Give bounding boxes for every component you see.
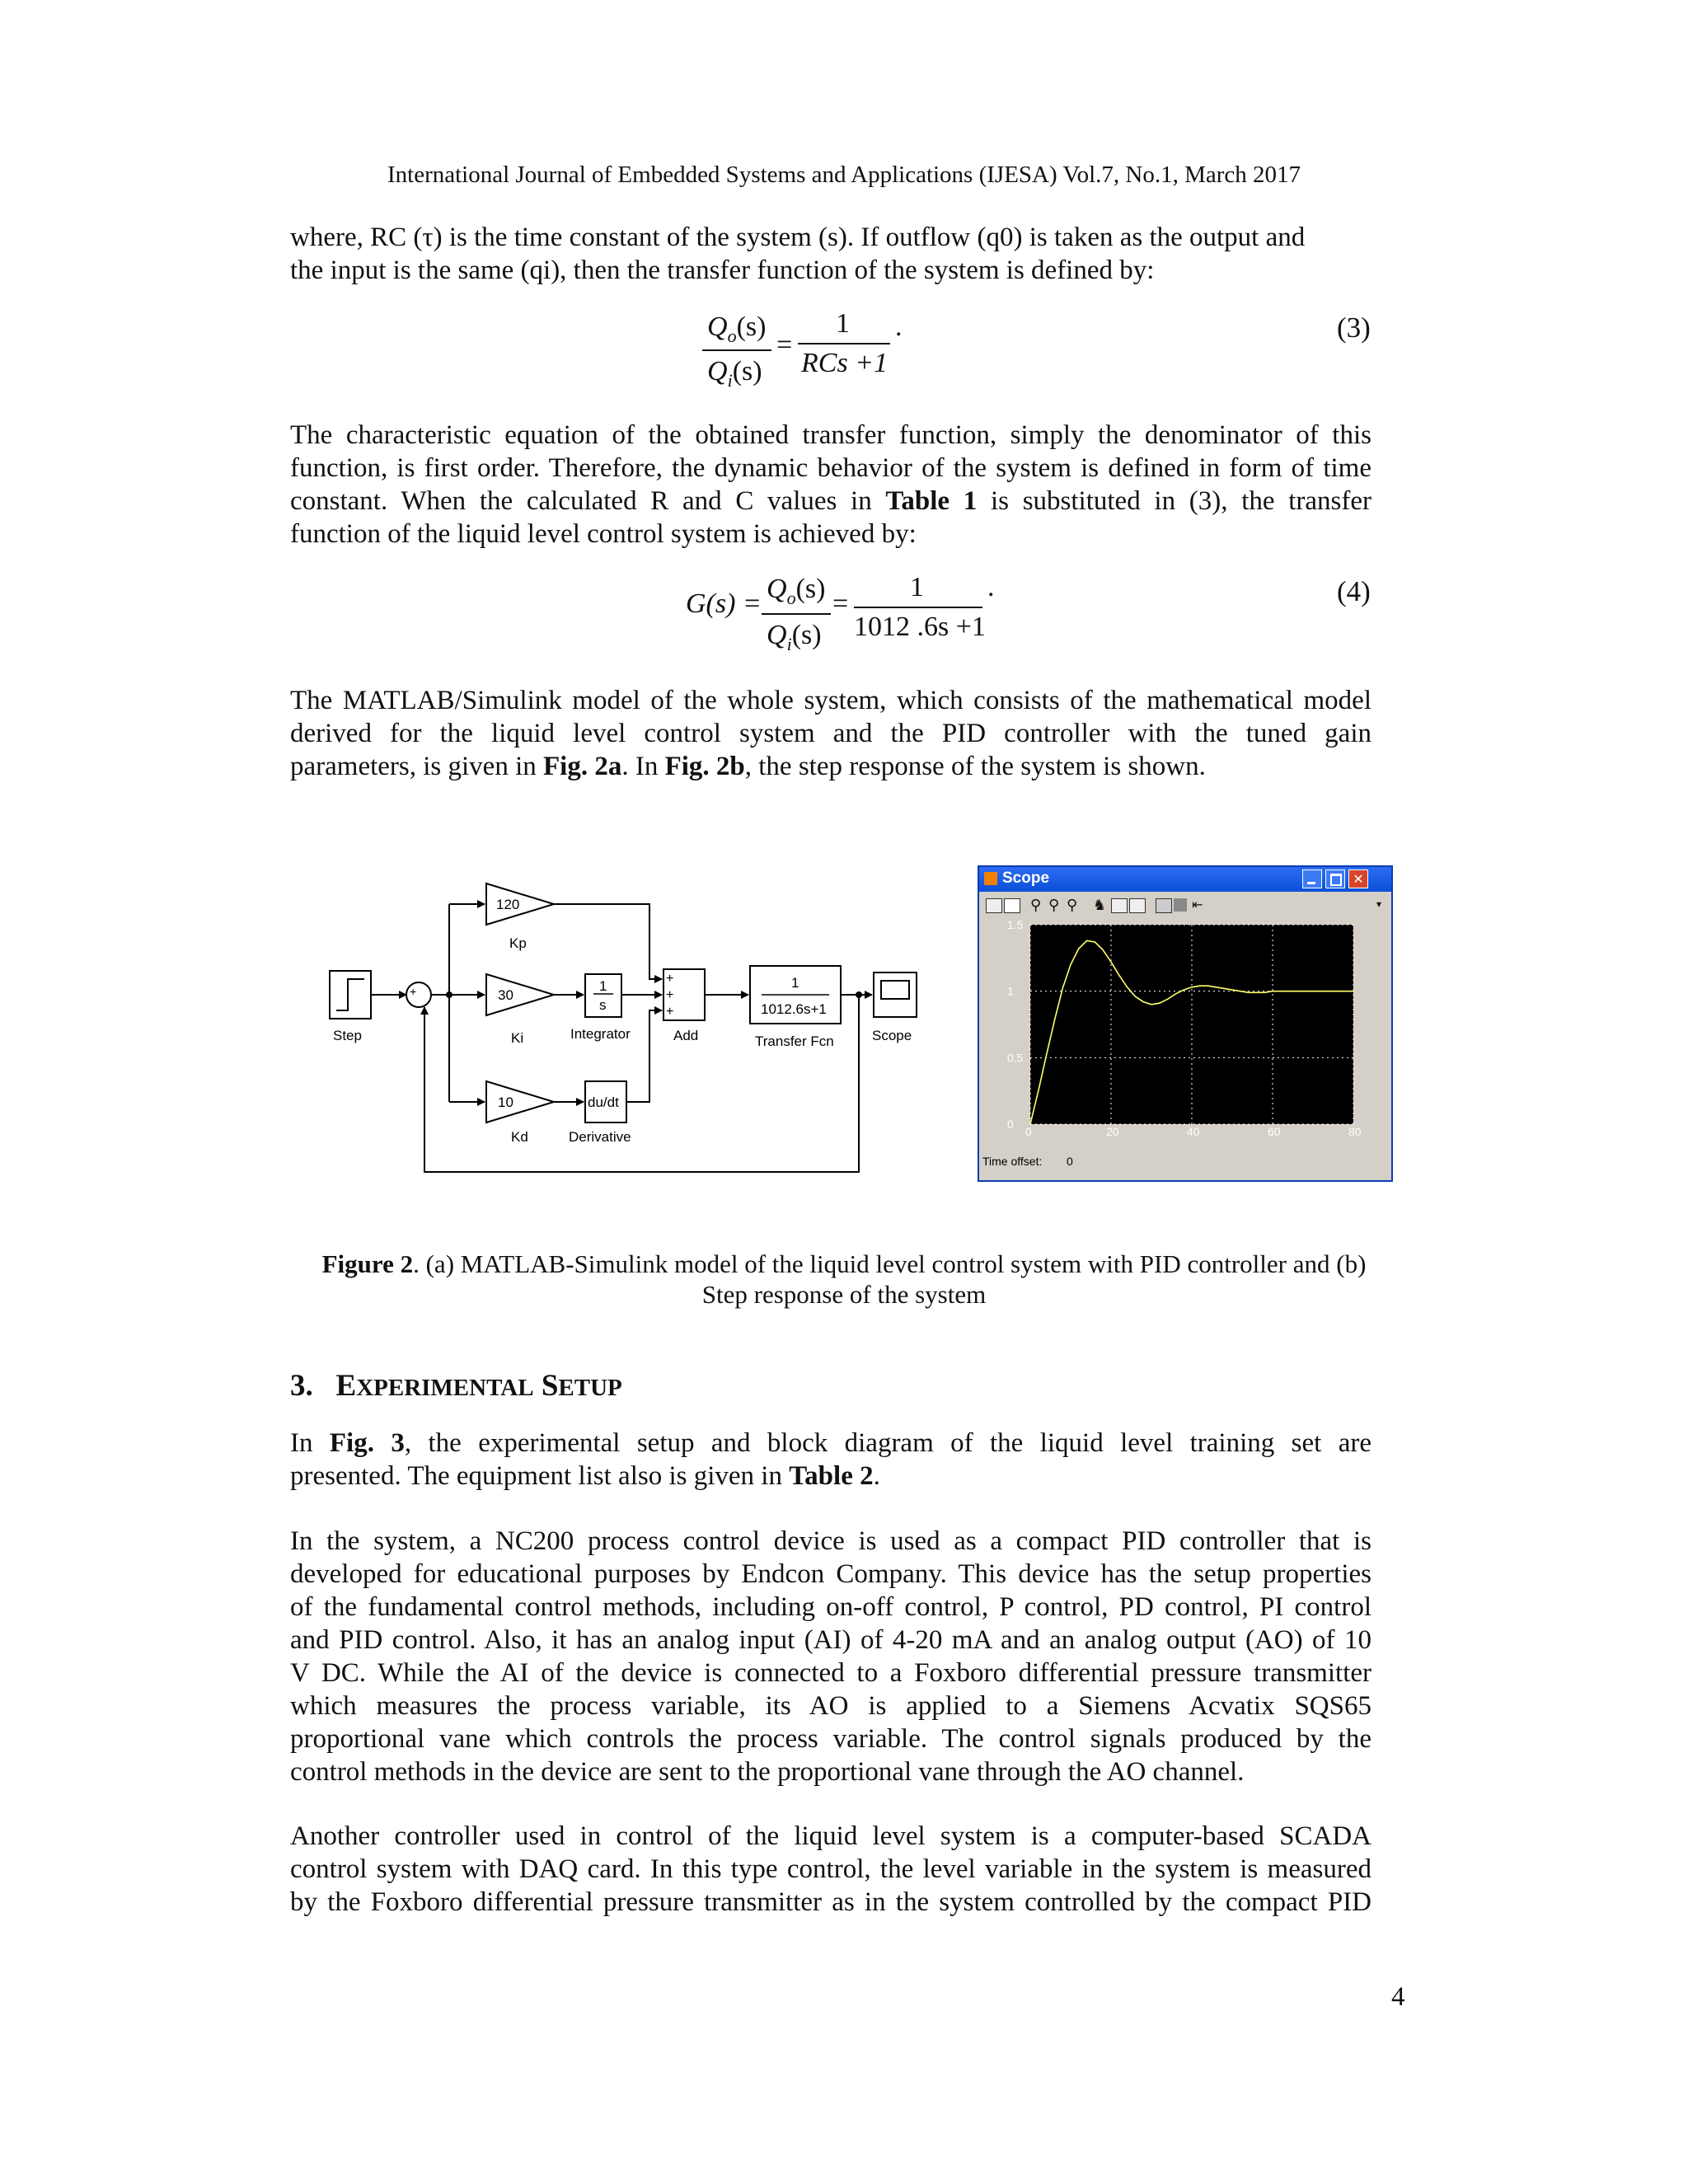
x-tick-label: 40 [1187, 1125, 1200, 1138]
signal-select-icon[interactable]: ⇤ [1192, 897, 1203, 912]
caption-line: Step response of the system [701, 1280, 987, 1309]
eq3-denominator-left: $Q_i(s)$ [707, 356, 762, 391]
add-sign: + [666, 988, 674, 1002]
text-line: which measures the process variable, its AO is applied to a Siemens Acvatix SQS65 [290, 1691, 1372, 1721]
zoom-y-icon[interactable]: ⚲ [1067, 897, 1078, 914]
text-line: V DC. While the AI of the device is connected to a Foxboro differential pressure transmitter [290, 1658, 1372, 1688]
page-number: 4 [1391, 1982, 1405, 2012]
eq3-fraction-bar-right [798, 343, 890, 344]
derivative-text: du/dt [588, 1094, 619, 1110]
figure-reference: Fig. 2b [664, 752, 745, 781]
x-tick-label: 0 [1025, 1125, 1032, 1138]
print-icon[interactable] [986, 898, 1002, 913]
zoom-x-icon[interactable]: ⚲ [1048, 897, 1060, 914]
table-reference: Table 2 [789, 1461, 874, 1491]
tf-numerator: 1 [791, 975, 799, 991]
eq4-fraction-bar-left [762, 613, 831, 615]
scope-block [874, 972, 917, 1017]
scope-titlebar[interactable] [979, 867, 1391, 892]
floating-scope-icon[interactable] [1156, 898, 1172, 913]
table-reference: Table 1 [885, 486, 978, 516]
y-tick-label: 1.5 [1007, 918, 1024, 931]
add-sign: + [666, 972, 674, 986]
time-offset-value: 0 [1067, 1155, 1073, 1168]
eq3-numerator-left: $Q_o(s)$ [707, 312, 767, 346]
figure-caption [290, 1249, 1398, 1310]
scope-window [978, 865, 1393, 1182]
y-tick-label: 0.5 [1007, 1051, 1024, 1065]
matlab-logo-icon [984, 872, 997, 885]
text-line: proportional vane which controls the process variable. The control signals produced by the [290, 1724, 1372, 1754]
text-line: constant. When the calculated R and C values in Table 1 is substituted in (3), the transfer [290, 486, 1372, 516]
restore-axes-icon[interactable] [1129, 898, 1146, 913]
kp-label: Kp [509, 935, 527, 951]
text-line: where, RC (τ) is the time constant of the system (s). If outflow (q0) is taken as the output and [290, 223, 1306, 252]
menu-arrow-icon[interactable]: ▾ [1376, 898, 1382, 910]
text-line: presented. The equipment list also is given in Table 2. [290, 1461, 880, 1491]
paragraph-setup [290, 1427, 1372, 1493]
eq4-numerator-left: $Q_o(s)$ [767, 574, 826, 608]
scope-title: Scope [1002, 869, 1050, 887]
scope-screen-icon [881, 981, 909, 999]
text-line: Another controller used in control of the liquid level system is a computer-based SCADA [290, 1821, 1372, 1851]
x-tick-label: 20 [1106, 1125, 1119, 1138]
text-line: control system with DAQ card. In this type control, the level variable in the system is measured [290, 1854, 1372, 1884]
caption-line: Figure 2. (a) MATLAB-Simulink model of the liquid level control system with PID controller and (b) [321, 1249, 1367, 1278]
save-axes-icon[interactable] [1111, 898, 1128, 913]
time-offset-label: Time offset: [982, 1155, 1043, 1168]
scope-plot [979, 918, 1391, 1180]
eq3-equals: = [776, 330, 793, 360]
caption-label: Figure 2 [321, 1249, 414, 1278]
params-icon[interactable] [1004, 898, 1020, 913]
paragraph-nc200 [290, 1525, 1372, 1788]
text-line: by the Foxboro differential pressure transmitter as in the system controlled by the compact PID [290, 1887, 1372, 1917]
text-line: function of the liquid level control system is achieved by: [290, 519, 917, 549]
text-line: the input is the same (qi), then the transfer function of the system is defined by: [290, 255, 1155, 285]
maximize-icon[interactable] [1325, 869, 1345, 888]
y-tick-label: 1 [1007, 984, 1014, 998]
lock-icon[interactable] [1174, 898, 1187, 912]
eq4-period: . [987, 572, 995, 602]
sum-sign: + [410, 985, 417, 998]
derivative-label: Derivative [569, 1129, 631, 1145]
text-line: In Fig. 3, the experimental setup and block diagram of the liquid level training set are [290, 1428, 1372, 1458]
simulink-diagram [321, 857, 948, 1187]
kd-label: Kd [511, 1129, 528, 1145]
x-tick-label: 60 [1268, 1125, 1281, 1138]
eq3-number: (3) [1337, 312, 1371, 344]
eq3-denominator-right: RCs +1 [801, 348, 889, 378]
minimize-icon[interactable] [1302, 869, 1322, 888]
text-line: The MATLAB/Simulink model of the whole system, which consists of the mathematical model [290, 686, 1372, 715]
figure-reference: Fig. 3 [329, 1428, 405, 1458]
step-label: Step [333, 1028, 362, 1043]
text-line: In the system, a NC200 process control device is used as a compact PID controller that is [290, 1526, 1372, 1556]
text-line: derived for the liquid level control system and the PID controller with the tuned gain [290, 719, 1372, 748]
scope-label: Scope [872, 1028, 912, 1043]
step-icon [336, 979, 364, 1010]
eq4-equals: = [832, 588, 849, 619]
eq3-period: . [895, 312, 903, 342]
text-line: parameters, is given in Fig. 2a. In Fig. 2b, the step response of the system is shown. [290, 752, 1206, 781]
eq4-number: (4) [1337, 575, 1371, 607]
x-tick-label: 80 [1348, 1125, 1362, 1138]
text-line: and PID control. Also, it has an analog input (AI) of 4-20 mA and an analog output (AO) of 10 [290, 1625, 1372, 1655]
integrator-numerator: 1 [599, 978, 607, 994]
paragraph-characteristic [290, 419, 1372, 551]
add-sign: + [666, 1005, 674, 1019]
close-icon[interactable]: ✕ [1348, 869, 1368, 888]
text-line: function, is first order. Therefore, the dynamic behavior of the system is defined in form of time [290, 453, 1372, 483]
kp-gain-value: 120 [496, 897, 520, 912]
integrator-denominator: s [599, 997, 607, 1013]
step-block [330, 971, 371, 1019]
text-line: The characteristic equation of the obtained transfer function, simply the denominator of this [290, 420, 1372, 450]
eq4-denominator-left: $Q_i(s)$ [767, 620, 822, 654]
paragraph-simulink [290, 684, 1372, 783]
ki-label: Ki [511, 1030, 524, 1046]
gain-ki-block [486, 974, 554, 1015]
tf-denominator: 1012.6s+1 [761, 1001, 827, 1017]
eq4-denominator-right: 1012 .6s +1 [854, 612, 986, 642]
eq3-fraction-bar-left [702, 349, 771, 351]
eq4-fraction-bar-right [854, 607, 982, 608]
scope-toolbar [982, 895, 1390, 916]
paragraph-intro [290, 221, 1372, 287]
figure-reference: Fig. 2a [543, 752, 622, 781]
add-label: Add [673, 1028, 699, 1043]
eq4-lhs: G(s) = [686, 588, 762, 619]
y-tick-label: 0 [1007, 1118, 1014, 1131]
section-heading: 3. EXPERIMENTAL SETUP [290, 1369, 622, 1403]
autoscale-icon[interactable]: ♞ [1093, 897, 1107, 914]
text-line: of the fundamental control methods, including on-off control, P control, PD control, PI control [290, 1592, 1372, 1622]
ki-gain-value: 30 [498, 987, 513, 1003]
text-line: developed for educational purposes by Endcon Company. This device has the setup properties [290, 1559, 1372, 1589]
sum-sign: - [417, 999, 421, 1012]
eq4-numerator-right: 1 [910, 572, 924, 602]
tf-label: Transfer Fcn [755, 1033, 834, 1049]
gain-kd-block [486, 1081, 554, 1122]
paragraph-scada [290, 1820, 1372, 1919]
eq3-numerator-right: 1 [836, 308, 850, 339]
running-header: International Journal of Embedded Systems and Applications (IJESA) Vol.7, No.1, March 2017 [387, 162, 1301, 188]
kd-gain-value: 10 [498, 1094, 513, 1110]
integrator-label: Integrator [570, 1026, 631, 1042]
zoom-icon[interactable]: ⚲ [1030, 897, 1042, 914]
text-line: control methods in the device are sent to the proportional vane through the AO channel. [290, 1757, 1245, 1787]
